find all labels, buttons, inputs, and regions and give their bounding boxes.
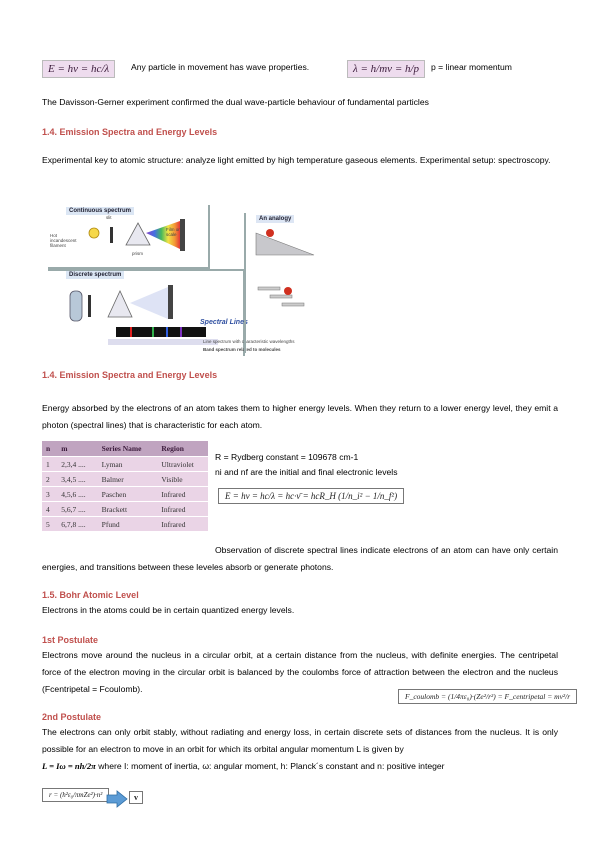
- prism-caption: prism: [132, 251, 143, 256]
- col-header-region: Region: [157, 441, 208, 457]
- table-cell: 2,3,4 ....: [57, 457, 97, 472]
- table-row: [42, 472, 208, 487]
- table-cell: 3: [42, 487, 57, 502]
- table-cell: Ultraviolet: [157, 457, 208, 472]
- table-cell: 1: [42, 457, 57, 472]
- analogy-label: An analogy: [256, 215, 294, 223]
- postulate2-formula-line: [42, 758, 558, 775]
- section2-text: Energy absorbed by the electrons of an atom takes them to higher energy levels. When they return to a lower energy level, they emit a photon (spectral lines) that is characteristic for each atom.: [42, 403, 558, 430]
- table-cell: 2: [42, 472, 57, 487]
- postulate2-tail: where I: moment of inertia, ω: angular moment, h: Planck´s constant and n: positive integer: [98, 761, 445, 771]
- wave-properties-text: Any particle in movement has wave properties.: [131, 62, 310, 72]
- rydberg-constant-text: R = Rydberg constant = 109678 cm-1: [215, 452, 359, 462]
- table-cell: Infrared: [157, 502, 208, 517]
- davisson-text: The Davisson-Gerner experiment confirmed the dual wave-particle behaviour of fundamental particles: [42, 97, 429, 107]
- section-heading-bohr: 1.5. Bohr Atomic Level: [42, 590, 139, 600]
- section-heading-emission-2: 1.4. Emission Spectra and Energy Levels: [42, 370, 218, 380]
- table-cell: 3,4,5 ....: [57, 472, 97, 487]
- slit-caption: slit: [106, 215, 112, 220]
- angular-momentum-formula: L = Iω = nh/2π: [42, 761, 96, 771]
- velocity-box: v: [129, 791, 143, 804]
- postulate2-heading: 2nd Postulate: [42, 712, 102, 722]
- section1-text: Experimental key to atomic structure: analyze light emitted by high temperature gaseous elements. Experimental setup: spectroscopy.: [42, 155, 551, 165]
- rydberg-formula: E = hν = hc/λ = hc·ν̄ = hcR_H (1/n_i² − 1/n_f²): [218, 488, 404, 504]
- spectral-series-table: [42, 441, 208, 531]
- col-header-n: n: [42, 441, 57, 457]
- continuous-spectrum-label: Continuous spectrum: [66, 207, 134, 215]
- table-cell: 5,6,7 ....: [57, 502, 97, 517]
- radius-formula: r = (h²ε₀/πmZe²)·n²: [42, 788, 109, 802]
- analogy-diagram: [248, 227, 323, 337]
- table-row: [42, 517, 208, 532]
- film-caption: Film or scale: [166, 227, 180, 237]
- table-cell: 6,7,8 ....: [57, 517, 97, 532]
- postulate1-heading: 1st Postulate: [42, 635, 99, 645]
- table-cell: 4: [42, 502, 57, 517]
- col-header-m: m: [57, 441, 97, 457]
- table-row: [42, 502, 208, 517]
- observation-text: Observation of discrete spectral lines indicate electrons of an atom can have only certain energies, and transitions between these leveles absorb or generate photons.: [42, 545, 558, 572]
- table-cell: 5: [42, 517, 57, 532]
- table-row: [42, 487, 208, 502]
- table-cell: Visible: [157, 472, 208, 487]
- table-row: [42, 457, 208, 472]
- table-cell: Balmer: [98, 472, 158, 487]
- table-cell: Brackett: [98, 502, 158, 517]
- table-cell: Lyman: [98, 457, 158, 472]
- right-arrow-icon: [106, 790, 128, 808]
- col-header-series: Series Name: [98, 441, 158, 457]
- levels-text: ni and nf are the initial and final electronic levels: [215, 467, 398, 477]
- table-cell: 4,5,6 ....: [57, 487, 97, 502]
- hot-filament-caption: Hot incandescent filament: [50, 233, 77, 248]
- de-broglie-formula: λ = h/mv = h/p: [347, 60, 425, 78]
- spectrum-figure: [48, 205, 323, 360]
- table-cell: Pfund: [98, 517, 158, 532]
- postulate1-text: Electrons move around the nucleus in a circular orbit, at a certain distance from the nucleus, with definite energies. The centripetal force of the electron moving in the circular orbit is balanced by the coulombs force of attraction between the electron and the nucleus (Fcentripetal = Fcoulomb).: [42, 650, 558, 694]
- band-spectrum-note: Band spectrum related to molecules: [203, 347, 281, 352]
- table-cell: Infrared: [157, 487, 208, 502]
- discrete-spectrum-label: Discrete spectrum: [66, 271, 124, 279]
- table-cell: Infrared: [157, 517, 208, 532]
- line-spectrum-note: Line spectrum with characteristic wavelengths: [203, 339, 295, 344]
- section-heading-emission-1: 1.4. Emission Spectra and Energy Levels: [42, 127, 218, 137]
- bohr-intro: Electrons in the atoms could be in certain quantized energy levels.: [42, 605, 295, 615]
- momentum-text: p = linear momentum: [431, 62, 512, 72]
- table-cell: Paschen: [98, 487, 158, 502]
- postulate2-text: The electrons can only orbit stably, without radiating and energy loss, in certain discrete sets of distances from the nucleus. It is only possible for an electron to move in an orbit for which its orbital angular momentum L is given by: [42, 727, 558, 754]
- table-header-row: [42, 441, 208, 457]
- energy-formula: E = hν = hc/λ: [42, 60, 115, 78]
- coulomb-formula: F_coulomb = (1/4πε₀)·(Ze²/r²) = F_centripetal = mv²/r: [398, 689, 577, 704]
- spectral-lines-label: Spectral Lines: [200, 319, 248, 326]
